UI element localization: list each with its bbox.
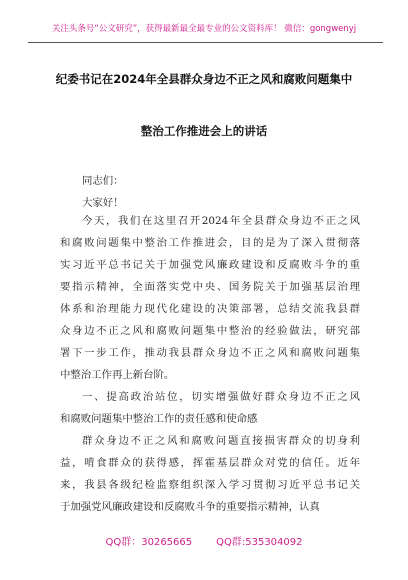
footer-qq-group-2: QQ群:535304092 — [216, 537, 303, 548]
text-line: 来，我县各级纪检监察组织深入学习贯彻习近平总书记关 — [60, 479, 360, 491]
document-title-line-2: 整治工作推进会上的讲话 — [140, 124, 268, 138]
text-line: 一、提高政治站位，切实增强做好群众身边不正之风 — [82, 391, 360, 403]
text-line: 实习近平总书记关于加强党风廉政建设和反腐败斗争的重 — [60, 259, 360, 271]
text-line: 体系和治理能力现代化建设的决策部署，总结交流我县群 — [60, 303, 360, 315]
paragraph-section-1 — [60, 430, 360, 518]
text-line: 署下一步工作，推动我县群众身边不正之风和腐败问题集 — [60, 347, 360, 359]
header-divider — [28, 42, 383, 43]
text-line: 众身边不正之风和腐败问题集中整治的经验做法，研究部 — [60, 325, 360, 337]
paragraph-intro — [60, 210, 360, 386]
footer-qq-group-1: QQ群：30265665 — [105, 537, 193, 548]
text-line: 和腐败问题集中整治工作推进会，目的是为了深入贯彻落 — [60, 237, 360, 249]
text-line: 益，啃食群众的获得感，挥霍基层群众对党的信任。近年 — [60, 457, 360, 469]
text-line: 群众身边不正之风和腐败问题直接损害群众的切身利 — [82, 435, 360, 447]
section-heading-1 — [60, 386, 360, 430]
text-line: 中整治工作再上新台阶。 — [60, 369, 175, 381]
text-line: 和腐败问题集中整治工作的责任感和使命感 — [60, 413, 258, 425]
salutation-greeting: 大家好！ — [82, 197, 124, 209]
text-line: 于加强党风廉政建设和反腐败斗争的重要指示精神，认真 — [60, 501, 320, 513]
text-line: 要指示精神，全面落实党中央、国务院关于加强基层治理 — [60, 281, 360, 293]
document-title-line-1: 纪委书记在2024年全县群众身边不正之风和腐败问题集中 — [55, 72, 353, 86]
footer-contact — [0, 533, 408, 548]
header-banner: 关注头条号“公文研究”，获得最新最全最专业的公文资料库！ 微信：gongwenyj — [51, 24, 357, 34]
text-line: 今天，我们在这里召开2024年全县群众身边不正之风 — [82, 215, 360, 227]
salutation-comrades: 同志们： — [82, 175, 124, 187]
